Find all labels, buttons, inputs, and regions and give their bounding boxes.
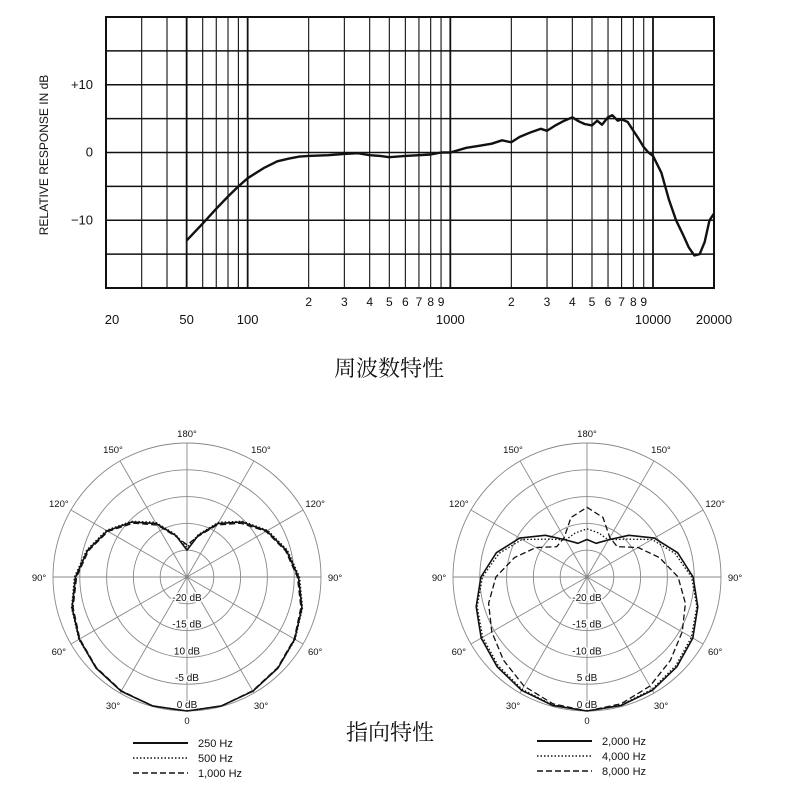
polar-angle-label: 90° (327, 573, 343, 584)
polar-angle-label: 30° (653, 701, 669, 713)
x-minor-tick-label: 8 (630, 295, 637, 309)
polar-angle-label: 60° (707, 647, 723, 658)
polar-angle-label: 60° (451, 647, 467, 658)
polar-angle-label: 30° (505, 701, 521, 713)
x-minor-tick-label: 6 (604, 295, 612, 309)
x-minor-tick-label: 9 (437, 295, 445, 309)
polar-angle-label: 150° (651, 444, 671, 456)
legend-label: 4,000 Hz (602, 751, 647, 763)
legend-label: 8,000 Hz (602, 766, 647, 778)
polar-angle-label: 120° (449, 499, 469, 510)
x-minor-tick-label: 5 (385, 295, 393, 309)
polar-ring-label: -15 dB (572, 619, 602, 631)
polar-angle-label: 0 (184, 716, 190, 727)
x-minor-tick-label: 7 (618, 295, 625, 309)
x-minor-tick-label: 8 (427, 295, 435, 309)
polar-ring-label: -20 dB (572, 592, 602, 604)
polar-angle-label: 150° (503, 444, 523, 456)
polar-angle-label: 30° (253, 701, 269, 713)
polar-ring-label: 0 dB (576, 700, 598, 711)
polar-angle-label: 120° (305, 499, 325, 510)
polar-angle-label: 60° (51, 647, 67, 658)
polar-ring-label: -20 dB (172, 592, 202, 604)
y-tick-label: +10 (70, 76, 93, 92)
frequency-response-y-axis-label: RELATIVE RESPONSE IN dB (37, 74, 51, 236)
legend-label: 1,000 Hz (198, 768, 243, 780)
x-minor-tick-label: 6 (402, 295, 409, 309)
x-tick-label: 50 (179, 312, 194, 327)
polar-angle-label: 120° (705, 499, 725, 510)
polar-ring-label: -10 dB (572, 646, 602, 658)
x-minor-tick-label: 4 (366, 295, 374, 309)
polar-ring-label: 5 dB (576, 673, 598, 685)
polar-ring-label: -15 dB (172, 619, 202, 631)
x-minor-tick-label: 3 (543, 295, 551, 309)
x-tick-label: 20 (104, 312, 120, 327)
legend-label: 2,000 Hz (602, 736, 647, 748)
legend-label: 500 Hz (198, 753, 233, 765)
y-tick-label: −10 (70, 212, 93, 228)
y-tick-label: 0 (85, 144, 93, 160)
polar-angle-label: 180° (577, 429, 597, 440)
polar-angle-label: 180° (177, 429, 197, 440)
x-tick-label: 1000 (435, 312, 465, 327)
x-minor-tick-label: 2 (305, 295, 313, 309)
x-minor-tick-label: 2 (507, 295, 515, 309)
frequency-response-title: 周波数特性 (333, 357, 445, 382)
polar-angle-label: 0 (584, 716, 590, 727)
polar-angle-label: 150° (103, 444, 123, 456)
x-minor-tick-label: 3 (341, 295, 348, 309)
x-minor-tick-label: 9 (640, 295, 648, 309)
polar-angle-label: 120° (49, 499, 69, 510)
polar-pattern-title: 指向特性 (345, 721, 435, 746)
polar-angle-label: 90° (431, 573, 447, 584)
polar-ring-label: 10 dB (173, 646, 201, 658)
x-tick-label: 20000 (695, 312, 733, 327)
x-minor-tick-label: 5 (588, 295, 596, 309)
x-minor-tick-label: 7 (415, 295, 423, 309)
polar-angle-label: 30° (105, 701, 121, 713)
x-tick-label: 100 (236, 312, 259, 327)
polar-angle-label: 60° (307, 647, 323, 658)
x-minor-tick-label: 4 (568, 295, 576, 309)
polar-ring-label: -5 dB (175, 673, 199, 685)
polar-angle-label: 90° (31, 573, 47, 584)
polar-ring-label: 0 dB (176, 700, 198, 711)
legend-label: 250 Hz (198, 738, 233, 750)
polar-angle-label: 150° (251, 444, 271, 456)
polar-angle-label: 90° (727, 573, 743, 584)
x-tick-label: 10000 (634, 312, 672, 327)
